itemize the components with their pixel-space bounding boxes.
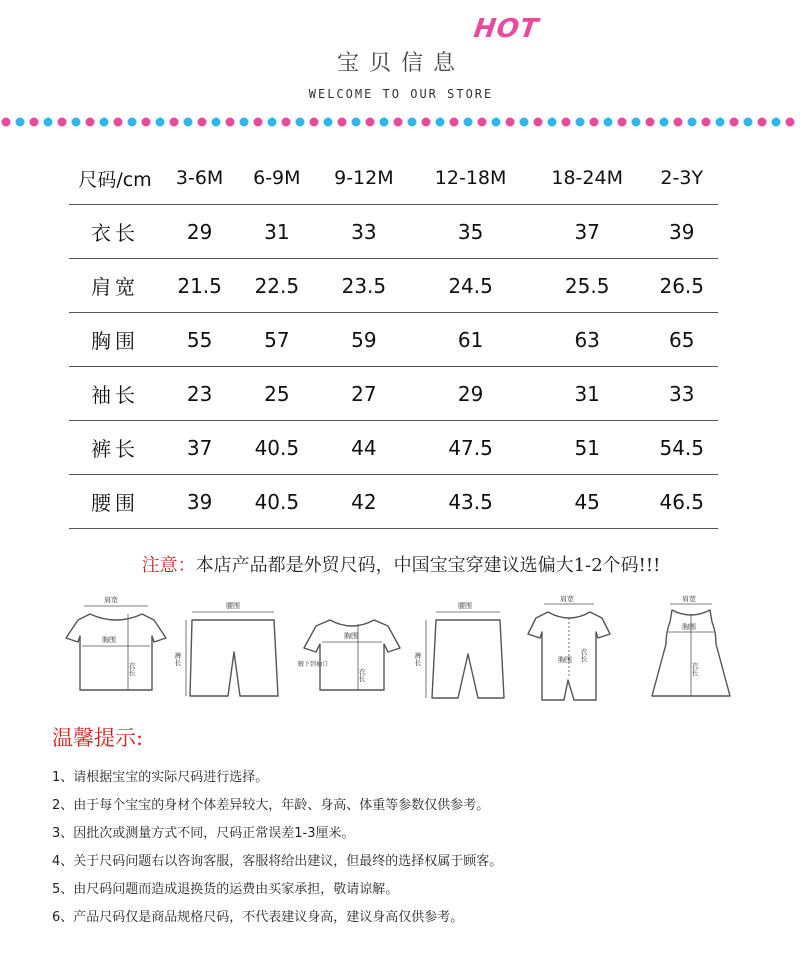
row-label: 肩宽 [69, 259, 161, 313]
divider-dot [128, 118, 137, 127]
dot-divider [0, 116, 802, 128]
label-length-3: 衣长 [580, 648, 588, 662]
table-cell: 23.5 [315, 259, 412, 313]
dress-measure-icon [652, 594, 730, 696]
divider-dot [240, 118, 249, 127]
divider-dot [16, 118, 25, 127]
divider-dot [198, 118, 207, 127]
label-length-4: 衣长 [691, 662, 699, 676]
divider-dot [366, 118, 375, 127]
hot-badge: HOT [471, 14, 541, 44]
table-cell: 22.5 [238, 259, 315, 313]
table-cell: 33 [315, 205, 412, 259]
divider-dot [450, 118, 459, 127]
label-pants-length-2: 裤长 [414, 652, 422, 666]
tip-item: 5、由尺码问题而造成退换货的运费由买家承担，敬请谅解。 [52, 882, 399, 897]
divider-dot [408, 118, 417, 127]
column-header: 18-24M [551, 167, 623, 189]
divider-dot [786, 118, 795, 127]
label-length-2: 衣长 [358, 668, 366, 682]
divider-dot [114, 118, 123, 127]
row-label: 腰围 [69, 475, 161, 529]
table-row [69, 475, 718, 529]
table-cell: 43.5 [412, 475, 529, 529]
divider-dot [86, 118, 95, 127]
table-cell: 24.5 [412, 259, 529, 313]
label-shoulder-2: 肩宽 [560, 595, 574, 603]
divider-dot [576, 118, 585, 127]
label-length: 衣长 [128, 662, 136, 676]
notice-lead: 注意： [141, 555, 196, 576]
column-header: 6-9M [253, 167, 301, 189]
column-header: 12-18M [434, 167, 507, 189]
raglan-tee-measure-icon [298, 620, 400, 690]
divider-dot [324, 118, 333, 127]
table-cell: 25.5 [529, 259, 646, 313]
divider-dot [758, 118, 767, 127]
divider-dot [310, 118, 319, 127]
divider-dot [646, 118, 655, 127]
column-header: 2-3Y [660, 167, 704, 189]
welcome-subtitle: WELCOME TO OUR STORE [308, 87, 494, 101]
row-label: 衣长 [69, 205, 161, 259]
divider-dot [702, 118, 711, 127]
divider-dot [744, 118, 753, 127]
divider-dot [156, 118, 165, 127]
table-cell: 51 [529, 421, 646, 475]
divider-dot [478, 118, 487, 127]
divider-dot [688, 118, 697, 127]
table-cell: 54.5 [645, 421, 718, 475]
divider-dot [282, 118, 291, 127]
label-shoulder-3: 肩宽 [682, 595, 696, 603]
table-cell: 29 [161, 205, 238, 259]
divider-dot [772, 118, 781, 127]
divider-dot [590, 118, 599, 127]
divider-dot [268, 118, 277, 127]
divider-dot [618, 118, 627, 127]
table-cell: 31 [529, 367, 646, 421]
notice-text: 本店产品都是外贸尺码，中国宝宝穿建议选偏大1-2个码!!! [195, 555, 661, 576]
column-header: 9-12M [334, 167, 394, 189]
tip-item: 1、请根据宝宝的实际尺码进行选择。 [52, 770, 269, 785]
divider-dot [520, 118, 529, 127]
row-label: 袖长 [69, 367, 161, 421]
divider-dot [72, 118, 81, 127]
table-cell: 65 [645, 313, 718, 367]
column-header: 3-6M [175, 167, 224, 189]
divider-dot [100, 118, 109, 127]
divider-dot [296, 118, 305, 127]
row-label: 裤长 [69, 421, 161, 475]
table-cell: 35 [412, 205, 529, 259]
label-pants-length: 裤长 [174, 652, 182, 666]
table-cell: 59 [315, 313, 412, 367]
table-cell: 37 [161, 421, 238, 475]
table-cell: 46.5 [645, 475, 718, 529]
table-cell: 31 [238, 205, 315, 259]
divider-dot [674, 118, 683, 127]
divider-dot [142, 118, 151, 127]
divider-dot [604, 118, 613, 127]
table-cell: 63 [529, 313, 646, 367]
divider-dot [44, 118, 53, 127]
pants-measure-icon [414, 601, 504, 698]
divider-dot [58, 118, 67, 127]
divider-dot [464, 118, 473, 127]
table-cell: 23 [161, 367, 238, 421]
table-cell: 57 [238, 313, 315, 367]
table-cell: 33 [645, 367, 718, 421]
table-cell: 45 [529, 475, 646, 529]
table-cell: 29 [412, 367, 529, 421]
garment-measurement-illustrations [40, 592, 770, 710]
table-cell: 40.5 [238, 475, 315, 529]
table-row [69, 205, 718, 259]
label-shoulder: 肩宽 [104, 596, 118, 604]
divider-dot [352, 118, 361, 127]
tips-list [52, 768, 502, 936]
divider-dot [226, 118, 235, 127]
table-row [69, 367, 718, 421]
divider-dot [2, 118, 11, 127]
table-row [69, 313, 718, 367]
table-cell: 25 [238, 367, 315, 421]
divider-dot [170, 118, 179, 127]
size-chart-table [69, 152, 718, 529]
row-label: 胸围 [69, 313, 161, 367]
tip-item: 6、产品尺码仅是商品规格尺码，不代表建议身高，建议身高仅供参考。 [52, 910, 464, 925]
tshirt-measure-icon [66, 595, 166, 690]
table-row [69, 259, 718, 313]
table-cell: 26.5 [645, 259, 718, 313]
divider-dot [632, 118, 641, 127]
divider-dot [30, 118, 39, 127]
divider-dot [506, 118, 515, 127]
divider-dot [492, 118, 501, 127]
divider-dot [534, 118, 543, 127]
label-chest-3: 胸围 [558, 656, 572, 664]
divider-dot [394, 118, 403, 127]
label-waist-2: 腰围 [458, 602, 472, 610]
label-underarm: 腋下到袖口 [298, 661, 329, 668]
table-cell: 61 [412, 313, 529, 367]
table-cell: 39 [161, 475, 238, 529]
tip-item: 4、关于尺码问题右以咨询客服，客服将给出建议，但最终的选择权属于顾客。 [52, 854, 503, 869]
table-cell: 44 [315, 421, 412, 475]
table-cell: 37 [529, 205, 646, 259]
tips-title: 温馨提示: [52, 726, 144, 750]
shorts-measure-icon [174, 601, 278, 696]
label-chest-2: 胸围 [344, 632, 358, 640]
sizing-notice [0, 551, 802, 577]
label-waist: 腰围 [226, 602, 240, 610]
divider-dot [730, 118, 739, 127]
tip-item: 3、因批次或测量方式不同，尺码正常误差1-3厘米。 [52, 826, 355, 841]
divider-dot [338, 118, 347, 127]
label-chest: 胸围 [102, 636, 116, 644]
divider-dot [660, 118, 669, 127]
table-cell: 55 [161, 313, 238, 367]
divider-dot [436, 118, 445, 127]
table-cell: 42 [315, 475, 412, 529]
table-header-row [69, 152, 718, 205]
divider-dot [548, 118, 557, 127]
table-cell: 40.5 [238, 421, 315, 475]
romper-measure-icon [528, 594, 610, 700]
divider-dot [254, 118, 263, 127]
table-cell: 27 [315, 367, 412, 421]
divider-dot [184, 118, 193, 127]
column-header: 尺码/cm [78, 168, 152, 191]
table-cell: 47.5 [412, 421, 529, 475]
divider-dot [562, 118, 571, 127]
divider-dot [380, 118, 389, 127]
table-row [69, 421, 718, 475]
divider-dot [716, 118, 725, 127]
table-cell: 39 [645, 205, 718, 259]
divider-dot [212, 118, 221, 127]
page-title: 宝贝信息 [336, 51, 465, 76]
table-cell: 21.5 [161, 259, 238, 313]
tip-item: 2、由于每个宝宝的身材个体差异较大，年龄、身高、体重等参数仅供参考。 [52, 798, 490, 813]
label-chest-4: 胸围 [682, 623, 696, 631]
divider-dot [422, 118, 431, 127]
